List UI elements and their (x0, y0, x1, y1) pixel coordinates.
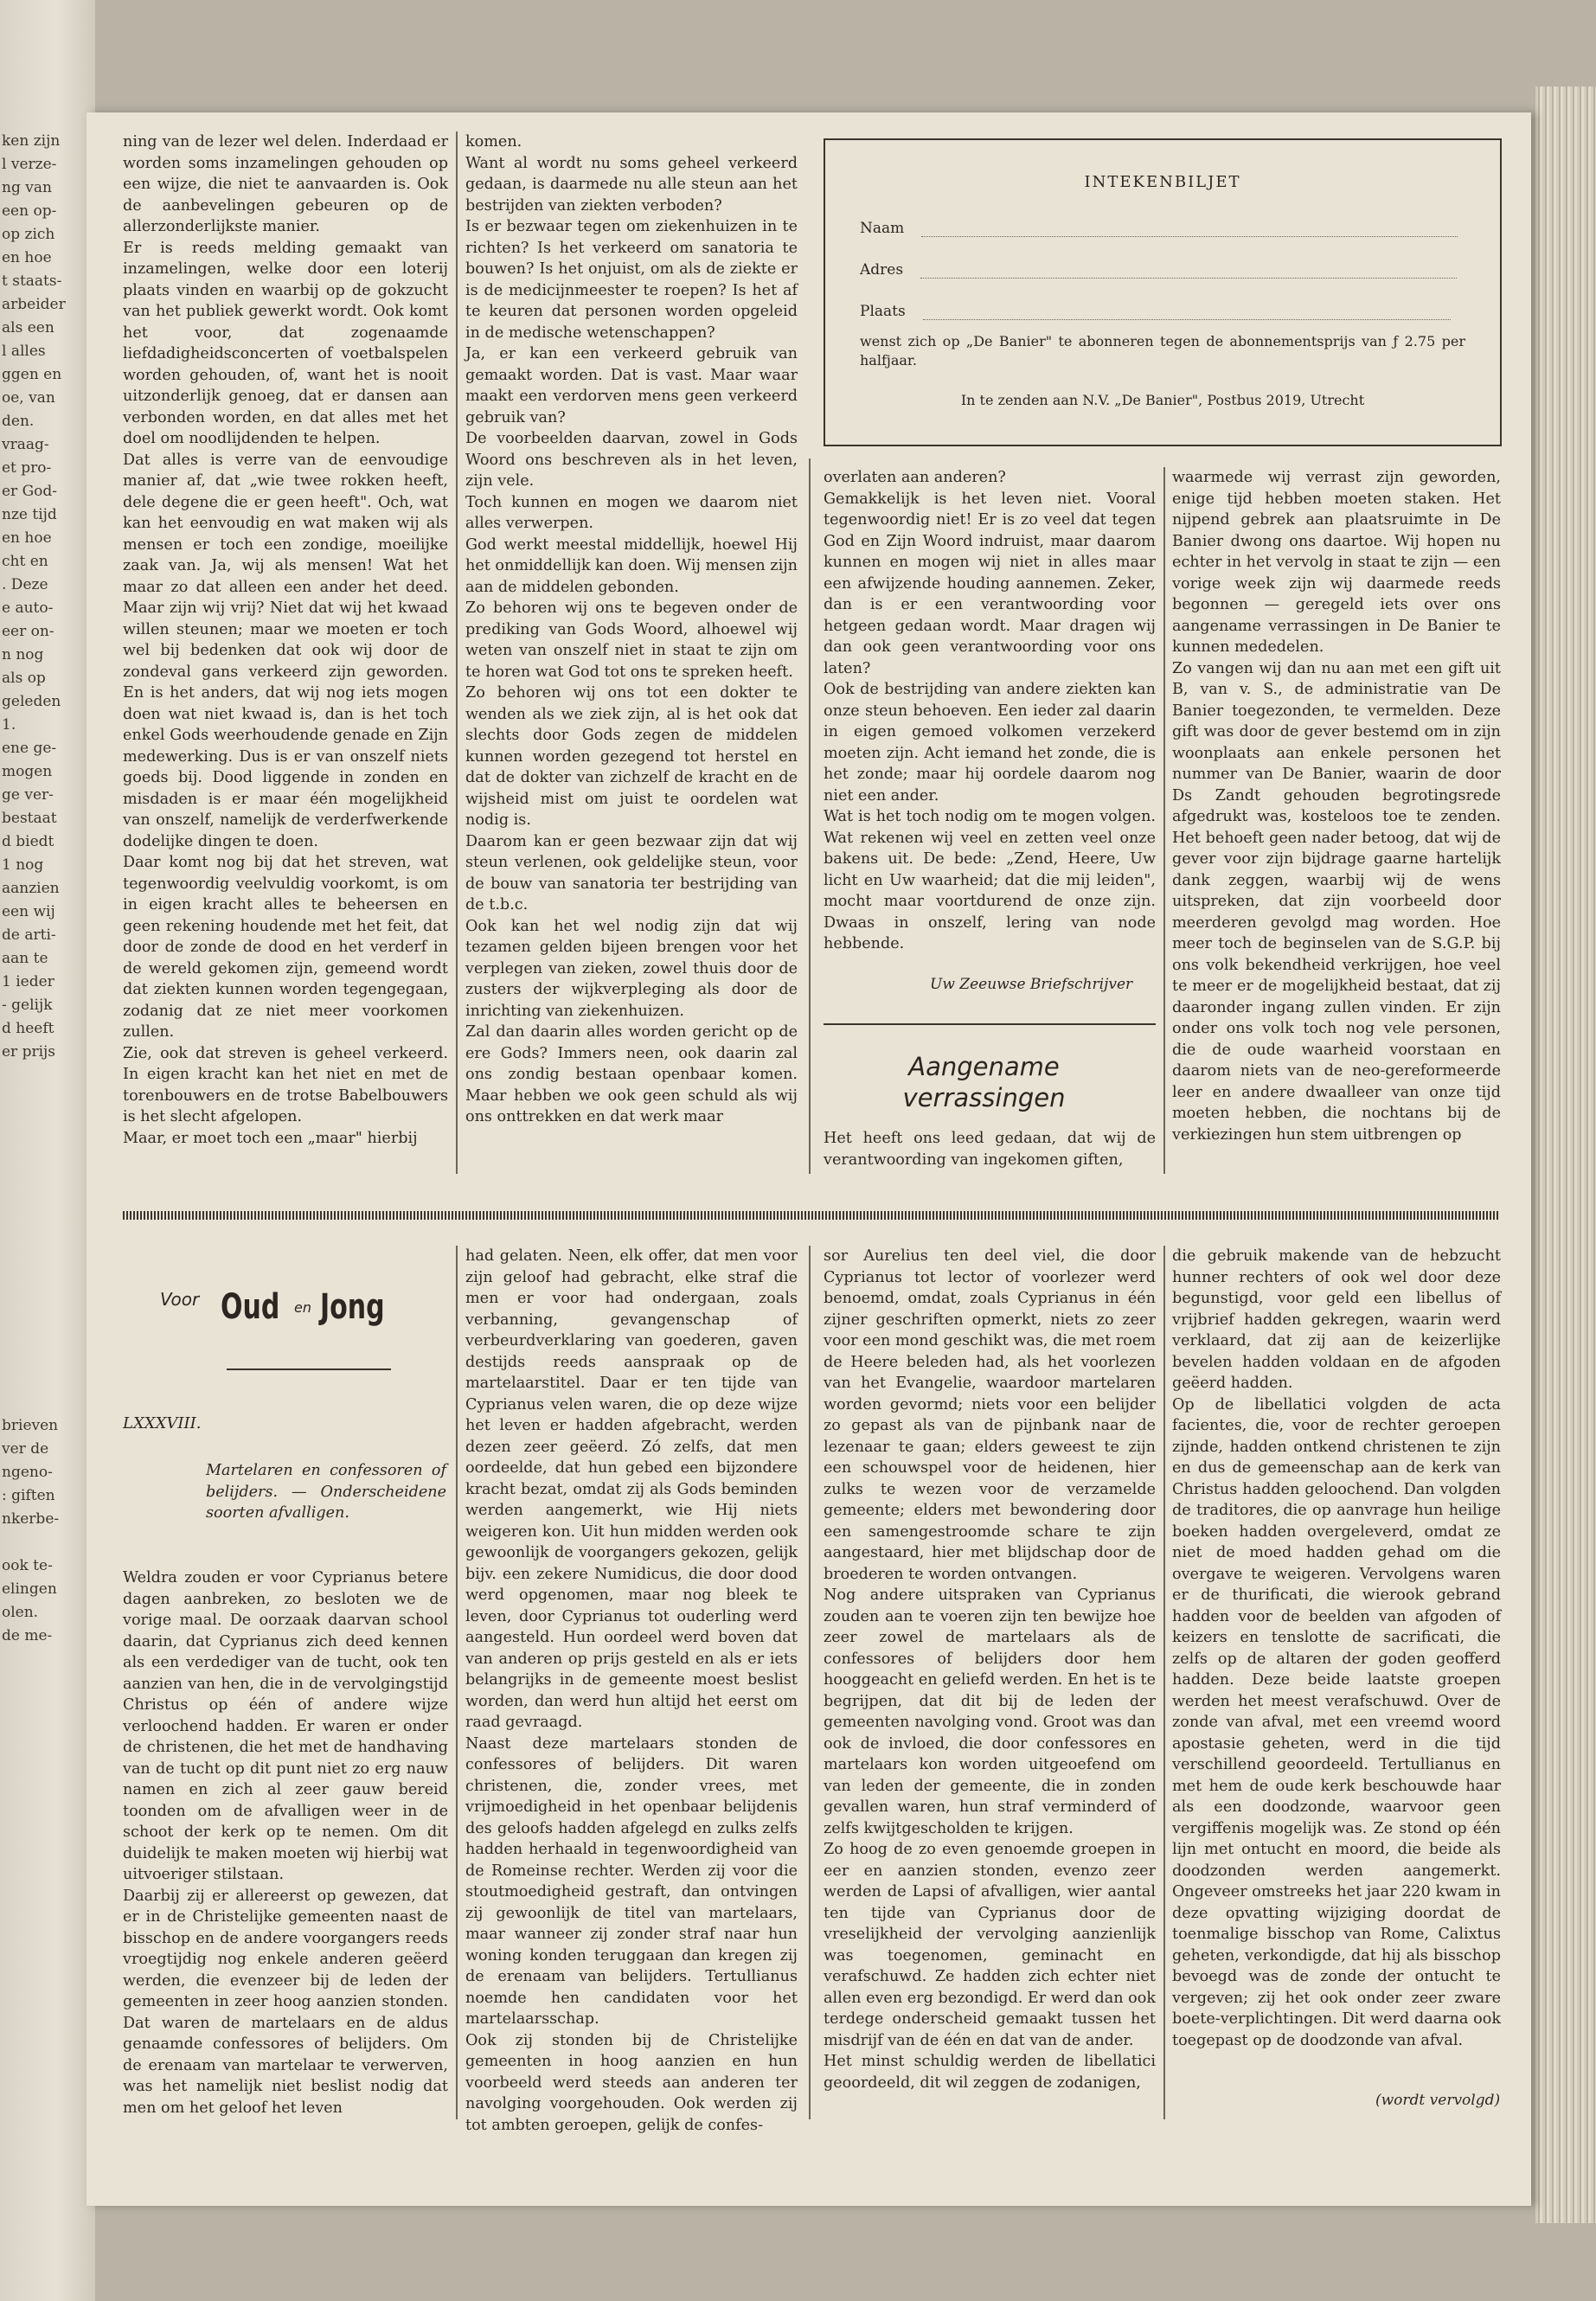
paragraph: had gelaten. Neen, elk offer, dat men voor zijn geloof had gebracht, elke straf die men er voor had ondergaan, zoals verbanning, gevangenschap of verbeurdverklaring van goederen, gaven destijds reeds aanspraak op de martelaarstitel. Daar er ten tijde van Cyprianus velen waren, die op deze wijze het leven er hadden afgebracht, werden dezen zeer geëerd. Zó zelfs, dat men oordeelde, dat hun gebed een bijzondere kracht bezat, omdat zij als Gods beminden werden aangemerkt, wie Hij niets weigeren kon. Uit hun midden werden ook gewoonlijk de voorgangers gekozen, gelijk bijv. een zekere Numidicus, die door dood werd opgenomen, maar nog bleek te leven, door Cyprianus tot ouderling werd aangesteld. Hun oordeel werd boven dat van anderen op prijs gesteld en als er iets belangrijks in de gemeente moest beslist worden, dan werd hun altijd het eerst om raad gevraagd. (465, 1247, 798, 1731)
paragraph: De voorbeelden daarvan, zowel in Gods Woord ons beschreven als in het leven, zijn vele. (465, 430, 798, 490)
paragraph: Gemakkelijk is het leven niet. Vooral tegenwoordig niet! Er is zo veel dat tegen God en Zijn Woord indruist, maar daarom kunnen en mogen wij niet in alles maar een afwijzende houding aannemen. Zeker, dan is er een verantwoording voor hetgeen gedaan wordt. Maar dragen wij dan ook geen verantwoording voor ons laten? (824, 490, 1156, 677)
paragraph: Maar, er moet toch een „maar" hierbij (123, 1129, 418, 1147)
paragraph: Daar komt nog bij dat het streven, wat tegenwoordig veelvuldig voorkomt, is om in eigen kracht alles te beheersen en geen rekening houdende met het feit, dat door de zonde de dood en het verderf in de wereld gekomen zijn, gemeend wordt dat ziekten kunnen worden tegengegaan, zodanig dat ze niet meer voorkomen zullen. (123, 854, 448, 1041)
article-column-6 (465, 1246, 798, 2136)
adjacent-page-text: ken zijn l verze- ng van een op- op zich en hoe t staats- arbeider als een l alles ggen en oe, van den. vraag- et pro- er God- nze tijd en hoe cht en . Deze e auto- eer on- n nog als op geleden 1. ene ge- mogen ge ver- bestaat d biedt 1 nog aanzien een wij de arti- aan te 1 ieder - gelijk d heeft er prijs brieven ver de ngeno- : giften nkerbe- ook te- elingen olen. de me- (2, 132, 66, 1644)
adjacent-page-edge (0, 0, 95, 2301)
article-subtitle: Martelaren en confessoren of belijders. — Onderscheidene soorten afvalligen. (206, 1462, 446, 1522)
article-column-3b (824, 1128, 1156, 1170)
page-divider (123, 1211, 1498, 1220)
paragraph: Zie, ook dat streven is geheel verkeerd. In eigen kracht kan het niet en met de torenbouwers en de trotse Babelbouwers is het slecht afgelopen. (123, 1044, 448, 1125)
section-heading-oud-en-jong: Voor Oud en Jong (160, 1287, 385, 1327)
article-column-3 (824, 467, 1156, 955)
paragraph: Wat is het toch nodig om te mogen volgen. Wat rekenen wij veel en zetten veel onze bakens uit. De bede: „Zend, Heere, Uw licht en Uw waarheid; dat die mij leiden", mocht maar voortdurend de onze zijn. Dwaas in onszelf, lering van node hebbende. (824, 808, 1156, 952)
paragraph: Ook de bestrijding van andere ziekten kan onze steun behoeven. Een ieder zal daarin in eigen gemoed volkomen verzekerd moeten zijn. Acht iemand het zonde, die is het zonde; maar hij oordele daarom nog niet een ander. (824, 681, 1156, 804)
column-divider (456, 1246, 458, 2119)
paragraph: Nog andere uitspraken van Cyprianus zouden aan te voeren zijn ten bewijze hoe zeer zowel de martelaars als de confessores of belijders door hem hooggeacht en geliefd werden. En het is te begrijpen, dat dit bij de leden der gemeenten navolging vond. Groot was dan ook de invloed, die door confessores en martelaars kon worden uitgeoefend om van leden der gemeente, die in zonden gevallen waren, hun straf verminderd of zelfs kwijtgescholden te krijgen. (824, 1586, 1156, 1837)
paragraph: Het minst schuldig werden de libellatici geoordeeld, dit wil zeggen de zodanigen, (824, 2053, 1156, 2092)
paragraph: komen. (465, 133, 522, 151)
paragraph: Het heeft ons leed gedaan, dat wij de verantwoording van ingekomen giften, (824, 1130, 1156, 1169)
paragraph: Ja, er kan een verkeerd gebruik van gemaakt worden. Dat is vast. Maar waar maakt een verdorven mens geen verkeerd gebruik van? (465, 345, 798, 426)
paragraph: Daarom kan er geen bezwaar zijn dat wij steun verlenen, ook geldelijke steun, voor de bouw van sanatoria ter bestrijding van de t.b.c. (465, 832, 798, 913)
paragraph: die gebruik makende van de hebzucht hunner rechters of ook wel door deze begunstigd, voor geld een libellus of vrijbrief hadden gekregen, waarin werd verklaard, dat zij aan de keizerlijke bevelen hadden voldaan en de afgoden geëerd hadden. (1172, 1247, 1501, 1392)
paragraph: God werkt meestal middellijk, hoewel Hij het onmiddellijk kan doen. Wij mensen zijn aan de middelen gebonden. (465, 535, 798, 596)
form-title: INTEKENBILJET (1084, 173, 1241, 191)
article-column-7 (824, 1246, 1156, 2093)
paragraph: Ook kan het wel nodig zijn dat wij tezamen gelden bijeen brengen voor het verplegen van zieken, zowel thuis door de zusters der wijkverpleging als door de inrichting van ziekenhuizen. (465, 917, 798, 1020)
subscription-form (824, 138, 1502, 446)
address-field[interactable]: Adres (860, 261, 1457, 279)
paragraph: Dat alles is verre van de eenvoudige manier af, dat „wie twee rokken heeft, dele degene die er geen heeft". Och, wat kan het eenvoudig en wat maken wij als mensen er toch een zondige, moeilijke zaak van. Ja, wij als mensen! Wat het maar zo dat alleen een ander het deed. Maar zijn wij vrij? Niet dat wij het kwaad willen steunen; maar we moeten er toch wel bij bedenken dat ook wij door de zondeval gans verkeerd zijn geworden. En is het anders, dat wij nog iets mogen doen wat niet kwaad is, dan is het toch enkel Gods weerhoudende genade en Zijn medewerking. Dus is er van onszelf niets goeds bij. Dood liggende in zonden en misdaden is er maar één mogelijkheid van onszelf, namelijk de verderfwerkende dodelijke dingen te doen. (123, 451, 448, 850)
column-divider (809, 1246, 811, 2119)
subscription-terms: wenst zich op „De Banier" te abonneren tegen de abonnementsprijs van ƒ 2.75 per halfjaar. (860, 333, 1465, 369)
article-column-4 (1172, 467, 1501, 1145)
paragraph: Er is reeds melding gemaakt van inzamelingen, welke door een loterij plaats vinden en waarbij op de gokzucht van het publiek gewerkt wordt. Ook komt het voor, dat zogenaamde liefdadigheidsconcerten of voetbalspelen worden gehouden, of, want het is nooit uitzonderlijk genoeg, dat er dansen aan verbonden worden, en dat alles met het doel om noodlijdenden te helpen. (123, 239, 448, 447)
paragraph: Naast deze martelaars stonden de confessores of belijders. Dit waren christenen, die, zonder vrees, met vrijmoedigheid in het openbaar belijdenis des geloofs hadden afgelegd en zulks zelfs hadden herhaald in tegenwoordigheid van de Romeinse rechter. Werden zij voor die stoutmoedigheid gestraft, dan ontvingen zij gewoonlijk de titel van martelaars, maar wanneer zij zonder straf naar hun woning konden teruggaan dan kregen zij de erenaam van belijders. Tertullianus noemde hen candidaten voor het martelaarsschap. (465, 1734, 798, 2028)
column-divider (1163, 467, 1165, 1174)
article-column-8 (1172, 1246, 1501, 2051)
column-divider (809, 458, 811, 1174)
heading-underline (227, 1368, 391, 1370)
send-to-address: In te zenden aan N.V. „De Banier", Postbus 2019, Utrecht (960, 392, 1365, 408)
paragraph: sor Aurelius ten deel viel, die door Cyprianus tot lector of voorlezer werd benoemd, omdat, zoals Cyprianus in één zijner geschriften opmerkt, niets zo zeer voor een mond geschikt was, die met roem de Heere beleden had, als het voorlezen van het Evangelie, waardoor martelaren worden gevormd; niets voor een belijder zo gepast als van de pijnbank naar de lezenaar te gaan; elders geweest te zijn een schouwspel voor de heidenen, hier zulks te wezen voor de verzamelde gemeente; elders met bewondering door een samengestroomde schare te zijn aangestaard, hier met blijdschap door de broederen te worden ontvangen. (824, 1247, 1156, 1583)
name-field[interactable]: Naam (860, 220, 1458, 237)
paragraph: Zo behoren wij ons te begeven onder de prediking van Gods Woord, alhoewel wij weten van onszelf niet in staat te zijn om te horen wat God tot ons te spreken heeft. (465, 599, 798, 681)
paragraph: Want al wordt nu soms geheel verkeerd gedaan, is daarmede nu alle steun aan het bestrijden van ziekten verboden? (465, 154, 798, 215)
article-column-1 (123, 131, 448, 1149)
section-divider (824, 1023, 1156, 1025)
city-field[interactable]: Plaats (860, 303, 1451, 320)
paragraph: Op de libellatici volgden de acta facientes, die, voor de rechter geroepen zijnde, hadden ontkend christenen te zijn en dus de gemeenschap aan de kerk van Christus hadden geloochend. Dan volgden de traditores, die op aanvrage hun heilige boeken hadden overgeleverd, omdat ze niet de moed hadden gehad om die overgave te weigeren. Vervolgens waren er de thurificati, die wierook gebrand hadden voor de beelden van afgoden of keizers en tenslotte de sacrificati, die zelfs op de altaren der goden geofferd hadden. Deze beide laatste groepen werden het meest verafschuwd. Over de zonde van afval, met een vreemd woord apostasie geheten, werd in die tijd verschillend geoordeeld. Tertullianus en met hem de oude kerk beschouwde haar als een doodzonde, waarvoor geen vergiffenis mogelijk was. Ze stond op één lijn met ontucht en moord, die beide als doodzonden werden aangemerkt. Ongeveer omstreeks het jaar 220 kwam in deze opvatting wijziging doordat de toenmalige bisschop van Rome, Calixtus geheten, verkondigde, dat hij als bisschop bevoegd was de zonde der ontucht te vergeven; zij het ook onder zeer zware boete-verplichtingen. Dit werd daarna ook toegepast op de doodzonde van afval. (1172, 1395, 1501, 2049)
column-divider (456, 131, 458, 1174)
to-be-continued: (wordt vervolgd) (1375, 2092, 1501, 2109)
paragraph: Zal dan daarin alles worden gericht op de ere Gods? Immers neen, ook daarin zal ons zondig bestaan openbaar komen. Maar hebben we ook geen schuld als wij ons onttrekken en dat werk maar (465, 1023, 798, 1125)
paragraph: Zo vangen wij dan nu aan met een gift uit B, van v. S., de administratie van De Banier toegezonden, te vermelden. Deze gift was door de gever bestemd om in zijn woonplaats aan enkele personen het nummer van De Banier, waarin de door Ds Zandt gehouden begrotingsrede afgedrukt was, kosteloos toe te zenden. Het behoeft geen nader betoog, dat wij de gever voor zijn bijdrage gaarne hartelijk dank zeggen, waarbij wij de wens uitspreken, dat zijn voorbeeld door meerderen gevolgd mag worden. Hoe meer toch de beginselen van de S.G.P. bij ons volk bekendheid verkrijgen, hoe veel te meer er de mogelijkheid bestaat, dat zij daaronder ingang zullen vinden. Er zijn onder ons volk toch nog vele personen, die de oude waarheid voorstaan en daarom niets van de neo-gereformeerde leer en andere dwaalleer van onze tijd moeten hebben, die nochtans bij de verkiezingen hun stem uitbrengen op (1172, 659, 1501, 1144)
paragraph: overlaten aan anderen? (824, 469, 1006, 486)
article-column-5 (123, 1567, 448, 2118)
paragraph: Zo behoren wij ons tot een dokter te wenden als we ziek zijn, al is het ook dat slechts door Gods zegen de middelen kunnen worden gezegend tot herstel en dat de dokter van zichzelf de kracht en de wijsheid mist om juist te oordelen wat nodig is. (465, 684, 798, 829)
paragraph: Ook zij stonden bij de Christelijke gemeenten in hoog aanzien en hun voorbeeld werd steeds aan anderen ter navolging voorgehouden. Ook werden zij tot ambten geroepen, gelijk de confes- (465, 2031, 798, 2134)
section-heading-verrassingen: Aangename verrassingen (902, 1052, 1066, 1112)
author-signature: Uw Zeeuwse Briefschrijver (930, 976, 1133, 993)
installment-number: LXXXVIII. (123, 1414, 202, 1433)
paragraph: Weldra zouden er voor Cyprianus betere dagen aanbreken, zo besloten we de vorige maal. De oorzaak daarvan school daarin, dat Cyprianus zich deed kennen als een verdediger van de tucht, ook ten aanzien van hen, die in de vervolgingstijd Christus op één of andere wijze verloochend hadden. Er waren er onder de christenen, die het met de handhaving van de tucht op dit punt niet zo erg nauw namen en zich al zeer gauw bereid toonden om de afvalligen weer in de schoot der kerk op te nemen. Om dit duidelijk te maken moeten wij hierbij wat uitvoeriger stilstaan. (123, 1569, 448, 1883)
paragraph: Is er bezwaar tegen om ziekenhuizen in te richten? Is het verkeerd om sanatoria te bouwen? Is het onjuist, om als de ziekte er is de medicijnmeester te roepen? Is het af te keuren dat personen worden opgeleid in de medische wetenschappen? (465, 218, 798, 342)
article-column-2 (465, 131, 798, 1128)
paragraph: ning van de lezer wel delen. Inderdaad er worden soms inzamelingen gehouden op een wijze, die niet te aanvaarden is. Ook de aanbevelingen gebeuren op de allerzonderlijkste manier. (123, 133, 448, 235)
column-divider (1163, 1246, 1165, 2119)
page-stack-edge (1535, 87, 1596, 2223)
paragraph: Daarbij zij er allereerst op gewezen, dat er in de Christelijke gemeenten naast de bisschop en de andere voorgangers reeds vroegtijdig nog enkele anderen geëerd werden, die evenzeer bij de leden der gemeenten in zeer hoog aanzien stonden. Dat waren de martelaars en de aldus genaamde confessores of belijders. Om de erenaam van martelaar te verwerven, was het namelijk niet beslist nodig dat men om het geloof het leven (123, 1887, 448, 2117)
paragraph: Zo hoog de zo even genoemde groepen in eer en aanzien stonden, evenzo zeer werden de Lapsi of afvalligen, wier aantal ten tijde van Cyprianus door de vreselijkheid der vervolging aanzienlijk was toegenomen, geminacht en verafschuwd. Ze hadden zich echter niet allen even erg bezondigd. Er werd dan ook terdege onderscheid gemaakt tussen het misdrijf van de één en dat van de ander. (824, 1841, 1157, 2049)
paragraph: Toch kunnen en mogen we daarom niet alles verwerpen. (465, 493, 798, 532)
paragraph: waarmede wij verrast zijn geworden, enige tijd hebben moeten staken. Het nijpend gebrek aan plaatsruimte in De Banier dwong ons daartoe. Wij hopen nu echter in het vervolg in staat te zijn — een vorige week zijn wij daarmede reeds begonnen — geregeld iets over ons aangename verrassingen in De Banier te kunnen mededelen. (1172, 469, 1501, 656)
